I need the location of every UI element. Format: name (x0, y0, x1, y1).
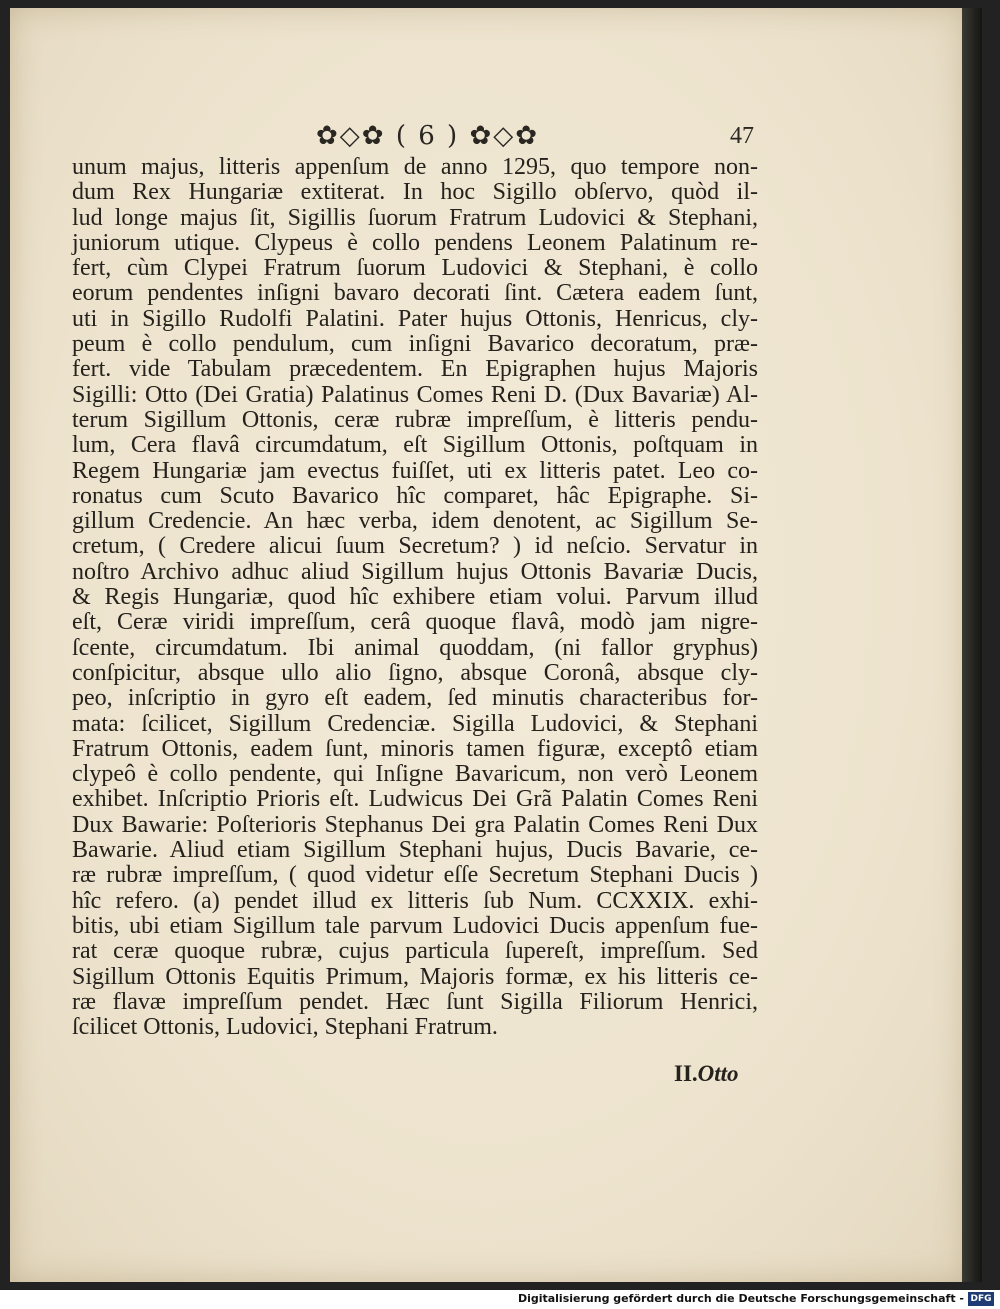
text-line: & Regis Hungariæ, quod hîc exhibere etiam volui. Parvum illud (72, 584, 758, 611)
body-text (72, 155, 758, 1040)
text-line: peum è collo pendulum, cum inſigni Bavarico decoratum, præ- (72, 331, 758, 358)
text-line: uti in Sigillo Rudolfi Palatini. Pater hujus Ottonis, Henricus, cly- (72, 305, 758, 332)
text-line: ræ flavæ impreſſum pendet. Hæc ſunt Sigilla Filiorum Henrici, (72, 988, 758, 1015)
catchword-prefix: II. (674, 1061, 698, 1086)
text-line: lud longe majus ſit, Sigillis ſuorum Fratrum Ludovici & Stephani, (72, 204, 758, 231)
text-line: ſcilicet Ottonis, Ludovici, Stephani Fratrum. (72, 1014, 498, 1041)
text-line: rat ceræ quoque rubræ, cujus particula ſupereſt, impreſſum. Sed (72, 938, 758, 965)
ornament-left-icon: ✿◇✿ (315, 121, 386, 151)
text-line: eſt, Ceræ viridi impreſſum, cerâ quoque flavâ, modò jam nigre- (72, 609, 758, 636)
text-line: unum majus, litteris appenſum de anno 1295, quo tempore non- (72, 154, 758, 180)
text-line: lum, Cera flavâ circumdatum, eſt Sigillum Ottonis, poſtquam in (72, 432, 758, 459)
ornament-right-icon: ✿◇✿ (469, 121, 540, 151)
text-line: bitis, ubi etiam Sigillum tale parvum Ludovici Ducis appenſum fue- (72, 912, 758, 939)
text-line: peo, inſcriptio in gyro eſt eadem, ſed minutis characteribus for- (72, 685, 758, 712)
sheet-signature: ( 6 ) (395, 121, 460, 151)
footer-credit: Digitalisierung gefördert durch die Deutsche Forschungsgemeinschaft - (517, 1292, 964, 1305)
text-line: ſcente, circumdatum. Ibi animal quoddam, (ni fallor gryphus) (72, 634, 758, 661)
text-line: clypeô è collo pendente, qui Inſigne Bavaricum, non verò Leonem (72, 761, 758, 788)
text-line: dum Rex Hungariæ extiterat. In hoc Sigillo obſervo, quòd il- (72, 179, 758, 206)
page-number: 47 (730, 123, 754, 149)
text-line: hîc refero. (a) pendet illud ex litteris ſub Num. CCXXIX. exhi- (72, 887, 758, 914)
text-line: juniorum utique. Clypeus è collo pendens Leonem Palatinum re- (72, 229, 758, 256)
text-line: cretum, ( Credere alicui ſuum Secretum? ) id neſcio. Servatur in (72, 533, 758, 560)
text-line: ronatus cum Scuto Bavarico hîc comparet, hâc Epigraphe. Si- (72, 482, 758, 509)
text-line: mata: ſcilicet, Sigillum Credenciæ. Sigilla Ludovici, & Stephani (72, 710, 758, 737)
text-line: noſtro Archivo adhuc aliud Sigillum hujus Ottonis Bavariæ Ducis, (72, 558, 758, 585)
text-line: terum Sigillum Ottonis, ceræ rubræ impreſſum, è litteris pendu- (72, 406, 758, 433)
text-line: exhibet. Inſcriptio Prioris eſt. Ludwicus Dei Grã Palatin Comes Reni (72, 786, 758, 813)
text-line: eorum pendentes inſigni bavaro decorati ſint. Cætera eadem ſunt, (72, 280, 758, 307)
text-line: Dux Bawarie: Poſterioris Stephanus Dei gra Palatin Comes Reni Dux (72, 811, 758, 838)
text-line: gillum Credencie. An hæc verba, idem denotent, ac Sigillum Se- (72, 508, 758, 535)
text-line: fert. vide Tabulam præcedentem. En Epigraphen hujus Majoris (72, 356, 758, 383)
text-line: ræ rubræ impreſſum, ( quod videtur eſſe Secretum Stephani Ducis ) (72, 862, 758, 889)
text-line: Sigilli: Otto (Dei Gratia) Palatinus Comes Reni D. (Dux Bavariæ) Al- (72, 381, 758, 408)
text-line: Regem Hungariæ jam evectus fuiſſet, uti ex litteris patet. Leo co- (72, 457, 758, 484)
book-page (10, 8, 965, 1282)
text-line: Sigillum Ottonis Equitis Primum, Majoris formæ, ex his litteris ce- (72, 963, 758, 990)
running-head (310, 121, 545, 151)
dfg-logo-icon: DFG (968, 1292, 994, 1306)
book-edge (962, 8, 982, 1282)
text-line: Bawarie. Aliud etiam Sigillum Stephani hujus, Ducis Bavarie, ce- (72, 837, 758, 864)
catchword (674, 1061, 739, 1087)
text-line: Fratrum Ottonis, eadem ſunt, minoris tamen figuræ, exceptô etiam (72, 735, 758, 762)
text-line: fert, cùm Clypei Fratrum ſuorum Ludovici & Stephani, è collo (72, 255, 758, 282)
catchword-word: Otto (697, 1061, 739, 1086)
text-line: conſpicitur, absque ullo alio ſigno, absque Coronâ, absque cly- (72, 659, 758, 686)
